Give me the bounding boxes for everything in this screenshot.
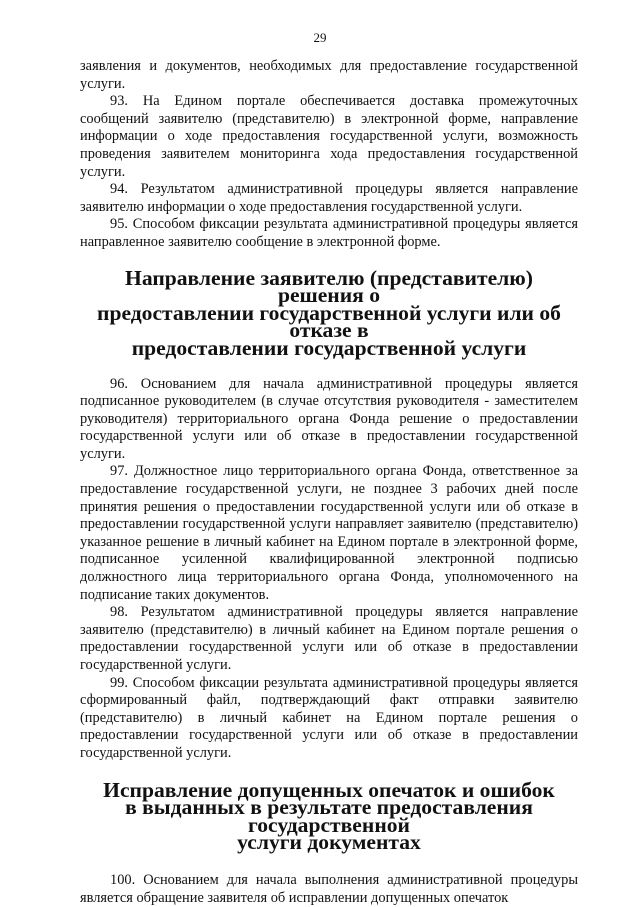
- paragraph-continuation: заявления и документов, необходимых для предоставление государственной услуги.: [80, 58, 578, 92]
- paragraph-99: 99. Способом фиксации результата административной процедуры является сформированный файл, подтверждающий факт отправки заявителю (представителю) в личный кабинет на Едином портале решения о предоставлении государственной услуги или об отказе в предоставлении государственной услуги.: [80, 674, 578, 761]
- paragraph-96: 96. Основанием для начала административной процедуры является подписанное руководителем (в случае отсутствия руководителя - заместителем руководителя) территориального органа Фонда решение о предоставлении государственной услуги или об отказе в предоставлении государственной услуги.: [80, 375, 578, 462]
- section-heading-decision: [80, 265, 578, 360]
- spacer: [80, 358, 578, 376]
- paragraph-93: 93. На Едином портале обеспечивается доставка промежуточных сообщений заявителю (представителю) в электронной форме, направление информации о ходе предоставления государственной услуги, возможность проведения заявителем мониторинга хода предоставления государственной услуги.: [80, 93, 578, 180]
- page-content: [80, 58, 578, 907]
- section-heading-corrections: [80, 777, 578, 855]
- paragraph-95: 95. Способом фиксации результата административной процедуры является направленное заявителю сообщение в электронной форме.: [80, 216, 578, 250]
- paragraph-98: 98. Результатом административной процедуры является направление заявителю (представителю) в личный кабинет на Едином портале решения о предоставлении государственной услуги или об отказе в предоставлении государственной услуги.: [80, 604, 578, 673]
- heading-line: предоставлении государственной услуги или об отказе в: [97, 300, 561, 343]
- heading-line: услуги документах: [237, 830, 421, 855]
- spacer: [80, 852, 578, 872]
- heading-line: Направление заявителю (представителю) решения о: [125, 265, 533, 308]
- page-number: 29: [313, 30, 327, 45]
- paragraph-100: 100. Основанием для начала выполнения административной процедуры является обращение заявителя об исправлении допущенных опечаток: [80, 871, 578, 906]
- heading-line: в выданных в результате предоставления государственной: [125, 795, 533, 837]
- paragraph-97: 97. Должностное лицо территориального органа Фонда, ответственное за предоставление государственной услуги, не позднее 3 рабочих дней после принятия решения о предоставлении государственной услуги или об отказе в предоставлении государственной услуги направляет заявителю (представителю) указанное решение в личный кабинет на Едином портале в электронной форме, подписанное усиленной квалифицированной электронной подписью должностного лица территориального органа Фонда, уполномоченного на подписание таких документов.: [80, 463, 578, 603]
- heading-line: предоставлении государственной услуги: [131, 335, 527, 360]
- heading-line: Исправление допущенных опечаток и ошибок: [103, 777, 555, 802]
- paragraph-94: 94. Результатом административной процедуры является направление заявителю информации о ходе предоставления государственной услуги.: [80, 181, 578, 215]
